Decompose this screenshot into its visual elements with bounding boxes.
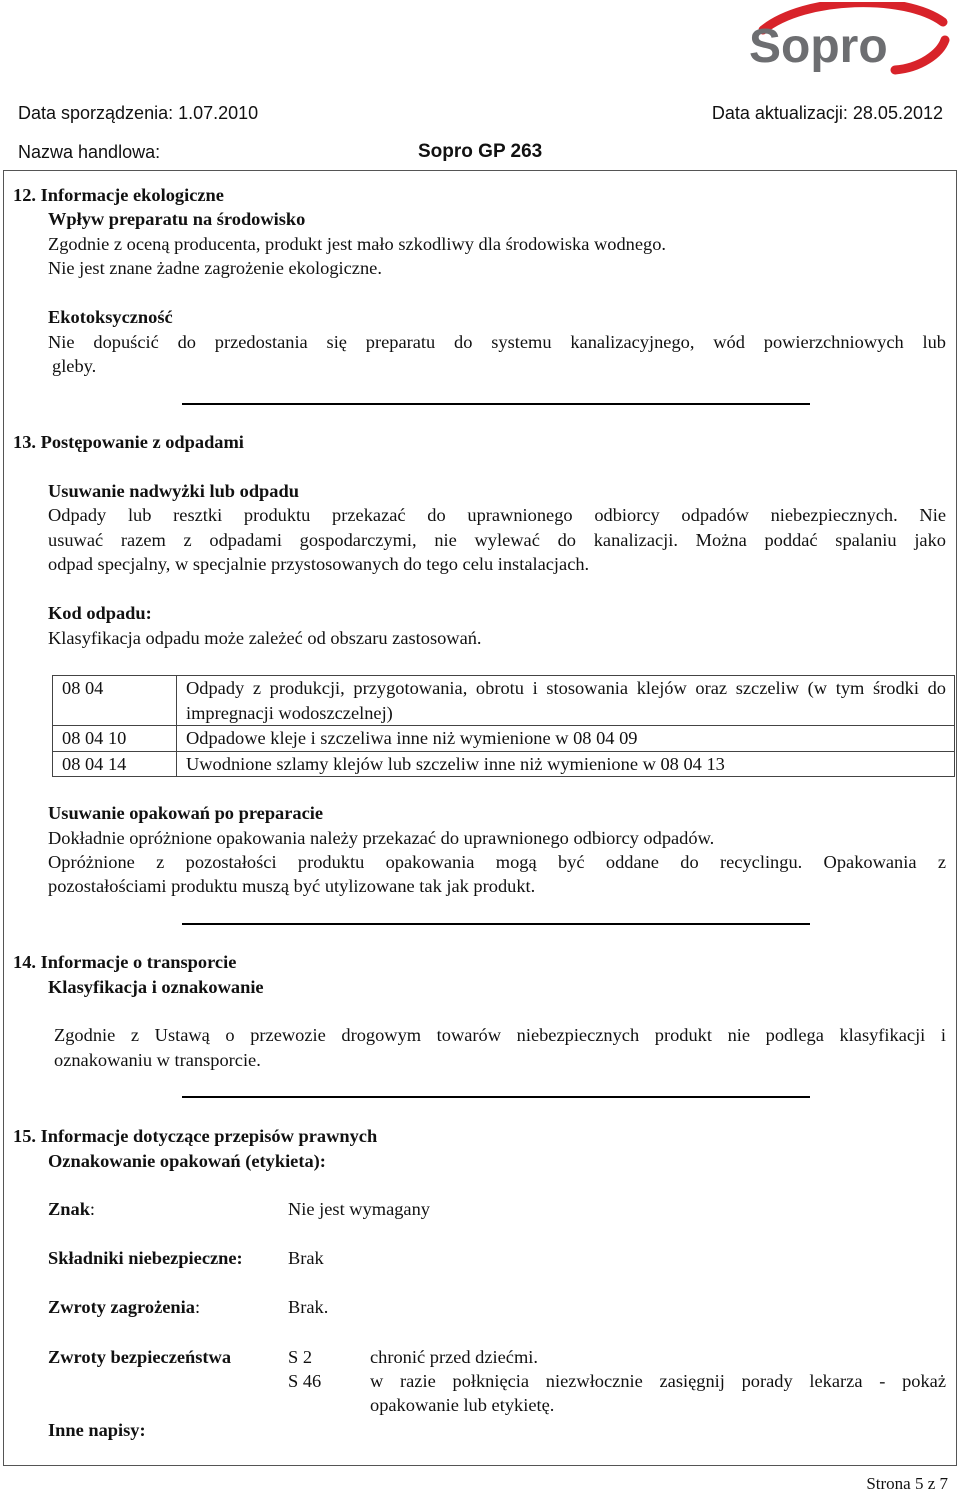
section-12-p2-l1: Nie dopuścić do przedostania się preparatu do systemu kanalizacyjnego, wód powierzchniowych lub (48, 332, 946, 352)
inne-napisy-label: Inne napisy: (48, 1420, 146, 1440)
section-13-sub2: Kod odpadu: (48, 603, 152, 623)
table-row (53, 726, 955, 752)
znak-row (48, 1197, 95, 1222)
date-created: Data sporządzenia: 1.07.2010 (18, 103, 259, 123)
trade-name-label: Nazwa handlowa: (18, 142, 161, 162)
section-13-p1-l3: odpad specjalny, w specjalnie przystosowanych do tego celu instalacjach. (48, 554, 590, 574)
section-15-heading: 15. Informacje dotyczące przepisów prawnych (13, 1126, 378, 1146)
section-12-p1-l2: Nie jest znane żadne zagrożenie ekologiczne. (48, 258, 382, 278)
waste-code: 08 04 10 (53, 726, 177, 752)
s-phrase-text: chronić przed dziećmi. (370, 1347, 538, 1367)
waste-description: Odpady z produkcji, przygotowania, obrotu i stosowania klejów oraz szczeliw (w tym środki do impregnacji wodoszczelnej) (177, 676, 955, 726)
page-number: Strona 5 z 7 (866, 1474, 948, 1493)
zwroty-zagrozenia-row (48, 1295, 200, 1320)
znak-value: Nie jest wymagany (288, 1199, 430, 1219)
section-13-heading: 13. Postępowanie z odpadami (13, 432, 244, 452)
section-13-p1-l2: usuwać razem z odpadami gospodarczymi, nie wylewać do kanalizacji. Można poddać spalaniu jako (48, 530, 946, 550)
zwroty-zagrozenia-label: Zwroty zagrożenia (48, 1297, 195, 1317)
section-12-sub1: Wpływ preparatu na środowisko (48, 209, 306, 229)
section-12-p2-l2: gleby. (52, 356, 97, 376)
trade-name-value: Sopro GP 263 (418, 141, 543, 162)
section-13-p2: Klasyfikacja odpadu może zależeć od obszaru zastosowań. (48, 628, 482, 648)
waste-code: 08 04 (53, 676, 177, 726)
date-updated: Data aktualizacji: 28.05.2012 (711, 103, 943, 123)
waste-description: Uwodnione szlamy klejów lub szczeliw inne niż wymienione w 08 04 13 (177, 751, 955, 777)
zwroty-zagrozenia-value: Brak. (288, 1297, 329, 1317)
section-14-p1-l2: oznakowaniu w transporcie. (54, 1050, 261, 1070)
znak-label: Znak (48, 1199, 90, 1219)
zwroty-zagrozenia-colon: : (194, 1297, 201, 1317)
sopro-logo (745, 2, 950, 80)
separator-line (182, 403, 810, 405)
separator-line (182, 923, 810, 925)
waste-description: Odpadowe kleje i szczeliwa inne niż wymienione w 08 04 09 (177, 726, 955, 752)
s-phrase-code: S 2 (288, 1347, 313, 1367)
section-15-sub1: Oznakowanie opakowań (etykieta): (48, 1151, 326, 1171)
zwroty-bezpieczenstwa-label: Zwroty bezpieczeństwa (48, 1347, 232, 1367)
section-12-sub2: Ekotoksyczność (48, 307, 173, 327)
waste-code: 08 04 14 (53, 751, 177, 777)
separator-line (182, 1096, 810, 1098)
skladniki-label: Składniki niebezpieczne: (48, 1248, 243, 1268)
waste-codes-table (52, 675, 955, 777)
s-phrase-text: w razie połknięcia niezwłocznie zasięgnij porady lekarza - pokaż (370, 1371, 946, 1391)
section-13-p1-l1: Odpady lub resztki produktu przekazać do uprawnionego odbiorcy odpadów niebezpiecznych. Nie (48, 505, 946, 525)
s-phrase-code: S 46 (288, 1371, 322, 1391)
znak-colon: : (89, 1199, 96, 1219)
section-13-p3-l3: pozostałościami produktu muszą być utylizowane tak jak produkt. (48, 876, 536, 896)
table-row (53, 751, 955, 777)
skladniki-value: Brak (288, 1248, 324, 1268)
section-13-sub1: Usuwanie nadwyżki lub odpadu (48, 481, 299, 501)
section-13-p3-l1: Dokładnie opróżnione opakowania należy przekazać do uprawnionego odbiorcy odpadów. (48, 828, 715, 848)
section-14-p1-l1: Zgodnie z Ustawą o przewozie drogowym towarów niebezpiecznych produkt nie podlega klasyfikacji i (54, 1025, 946, 1045)
section-14-sub1: Klasyfikacja i oznakowanie (48, 977, 264, 997)
s-phrase-text-cont: opakowanie lub etykietę. (370, 1395, 555, 1415)
section-14-heading: 14. Informacje o transporcie (13, 952, 237, 972)
logo-text: Sopro (749, 20, 888, 73)
section-13-p3-l2: Opróżnione z pozostałości produktu opakowania mogą być oddane do recyclingu. Opakowania z (48, 852, 946, 872)
table-row (53, 676, 955, 726)
section-12-p1-l1: Zgodnie z oceną producenta, produkt jest mało szkodliwy dla środowiska wodnego. (48, 234, 666, 254)
section-13-sub3: Usuwanie opakowań po preparacie (48, 803, 324, 823)
section-12-heading: 12. Informacje ekologiczne (13, 185, 224, 205)
